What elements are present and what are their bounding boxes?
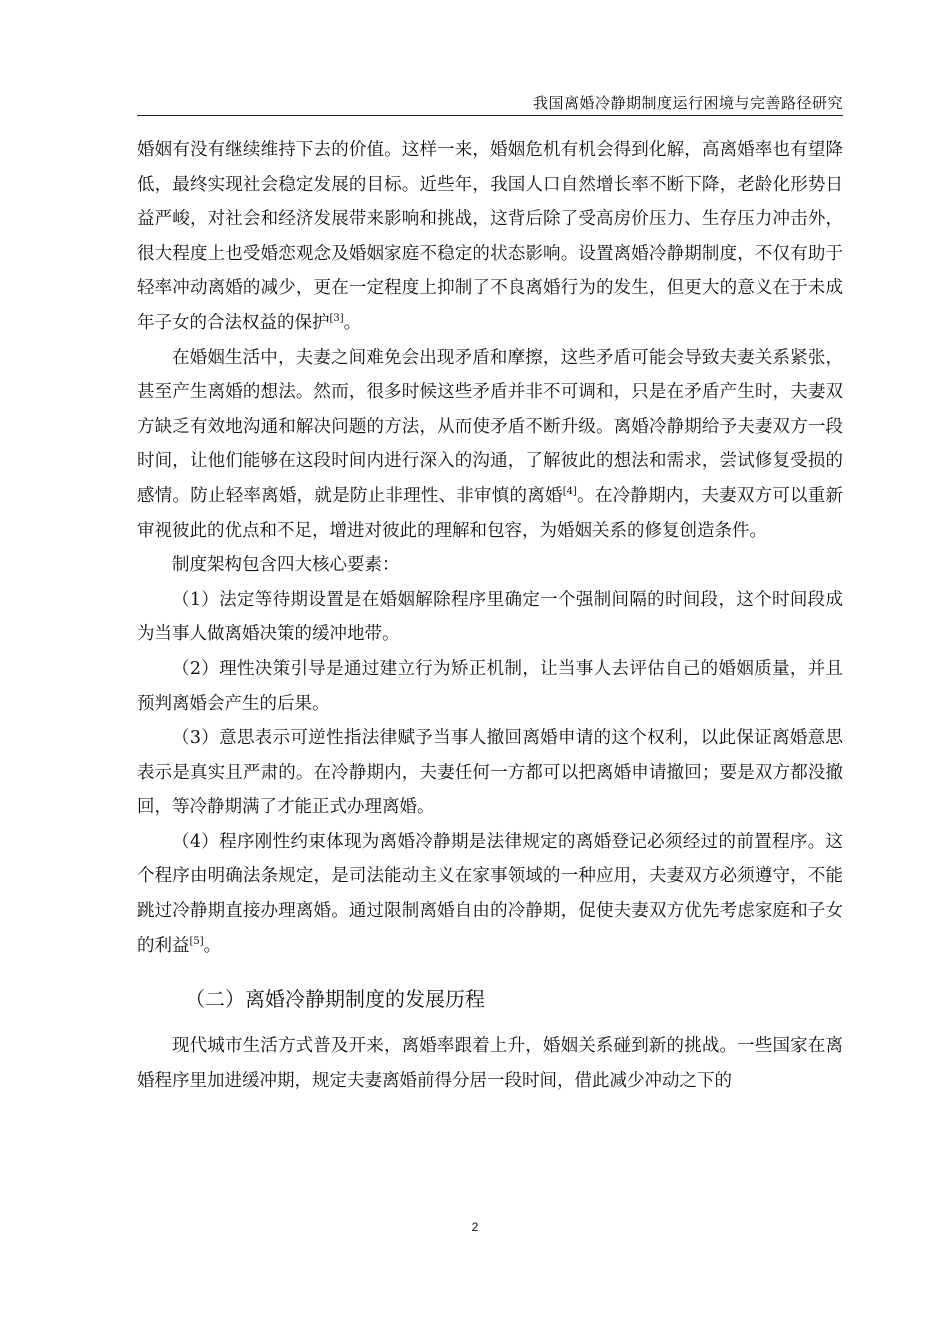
- paragraph: 现代城市生活方式普及开来，离婚率跟着上升，婚姻关系碰到新的挑战。一些国家在离婚程序里加进缓冲期，规定夫妻离婚前得分居一段时间，借此减少冲动之下的: [137, 1036, 843, 1091]
- paragraph-tail: 。: [343, 312, 362, 333]
- list-item-1: （1）法定等待期设置是在婚姻解除程序里确定一个强制间隔的时间段，这个时间段成为当事人做离婚决策的缓冲地带。: [137, 589, 843, 645]
- section-heading: （二）离婚冷静期制度的发展历程: [185, 987, 485, 1012]
- list-item-3: （3）意思表示可逆性指法律赋予当事人撤回离婚申请的这个权利，以此保证离婚意思表示是真实且严肃的。在冷静期内，夫妻任何一方都可以把离婚申请撤回；要是双方都没撤回，等冷静期满了才能正式办理离婚。: [137, 728, 843, 818]
- paragraph-text: （4）程序刚性约束体现为离婚冷静期是法律规定的离婚登记必须经过的前置程序。这个程序由明确法条规定，是司法能动主义在家事领域的一种应用，夫妻双方必须遵守，不能跳过冷静期直接办理离婚。通过限制离婚自由的冷静期，促使夫妻双方优先考虑家庭和子女的利益: [137, 831, 843, 956]
- running-header-title: 我国离婚冷静期制度运行困境与完善路径研究: [532, 94, 843, 112]
- paragraph-text: 在婚姻生活中，夫妻之间难免会出现矛盾和摩擦，这些矛盾可能会导致夫妻关系紧张，甚至产生离婚的想法。然而，很多时候这些矛盾并非不可调和，只是在矛盾产生时，夫妻双方缺乏有效地沟通和解决问题的方法，从而使矛盾不断升级。离婚冷静期给予夫妻双方一段时间，让他们能够在这段时间内进行深入的沟通，了解彼此的想法和需求，尝试修复受损的感情。防止轻率离婚，就是防止非理性、非审慎的离婚: [137, 347, 843, 506]
- citation-ref: [5]: [189, 935, 204, 947]
- citation-ref: [3]: [329, 312, 344, 324]
- list-item-2: （2）理性决策引导是通过建立行为矫正机制，让当事人去评估自己的婚姻质量，并且预判离婚会产生的后果。: [137, 658, 843, 714]
- paragraph-text: 婚姻有没有继续维持下去的价值。这样一来，婚姻危机有机会得到化解，高离婚率也有望降低，最终实现社会稳定发展的目标。近些年，我国人口自然增长率不断下降，老龄化形势日益严峻，对社会和经济发展带来影响和挑战，这背后除了受高房价压力、生存压力冲击外，很大程度上也受婚恋观念及婚姻家庭不稳定的状态影响。设置离婚冷静期制度，不仅有助于轻率冲动离婚的减少，更在一定程度上抑制了不良离婚行为的发生，但更大的意义在于未成年子女的合法权益的保护: [137, 140, 843, 333]
- paragraph-tail: 。: [203, 935, 222, 956]
- list-item-4: [137, 825, 843, 963]
- paragraph-intro-list: 制度架构包含四大核心要素：: [172, 555, 400, 576]
- header-rule: [137, 115, 843, 116]
- paragraph-continued: [137, 133, 843, 341]
- document-body: [137, 133, 843, 1098]
- paragraph-tail: 。在冷静期内，夫妻双方可以重新审视彼此的优点和不足，增进对彼此的理解和包容，为婚姻关系的修复创造条件。: [137, 485, 844, 541]
- page-number: 2: [471, 1220, 479, 1234]
- citation-ref: [4]: [562, 485, 577, 497]
- paragraph: [137, 341, 843, 549]
